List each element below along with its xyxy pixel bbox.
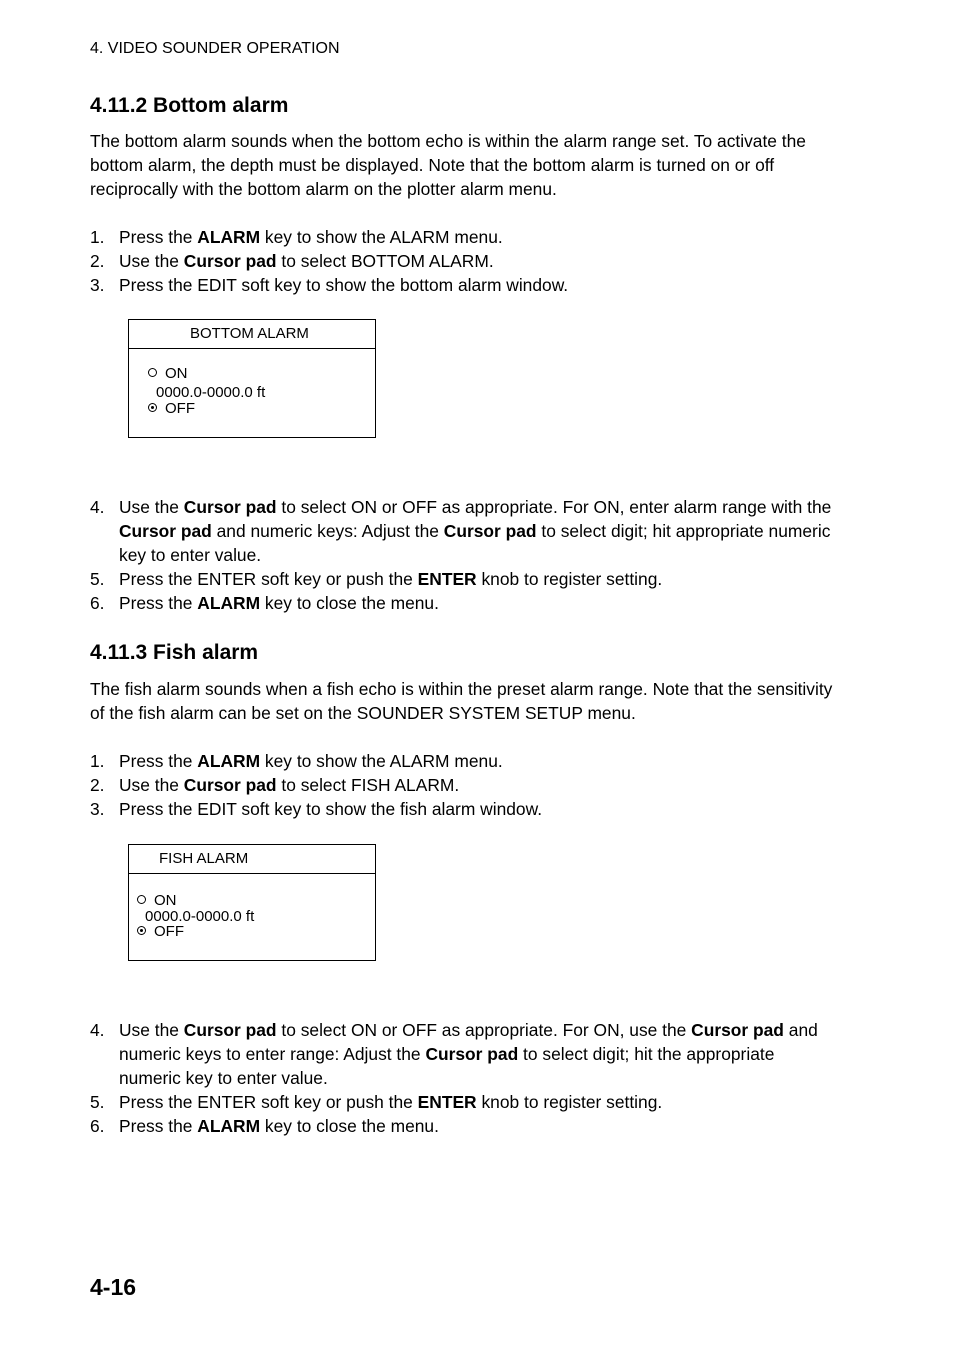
list-item: 6. Press the ALARM key to close the menu. — [90, 1116, 439, 1136]
bottom-alarm-steps-4-6 — [90, 495, 835, 615]
list-item: 1. Press the ALARM key to show the ALARM menu. — [90, 227, 503, 247]
radio-checked-icon — [148, 403, 157, 412]
option-off[interactable]: OFF — [148, 400, 195, 417]
section-heading-fish-alarm: 4.11.3 Fish alarm — [90, 641, 259, 664]
option-on[interactable]: ON — [148, 365, 188, 382]
window-title: FISH ALARM — [129, 845, 375, 874]
fish-alarm-steps-4-6 — [90, 1018, 835, 1138]
window-title: BOTTOM ALARM — [129, 320, 375, 349]
list-item: 5. Press the ENTER soft key or push the ENTER knob to register setting. — [90, 569, 663, 589]
fish-alarm-window — [128, 844, 376, 961]
list-item: 2. Use the Cursor pad to select FISH ALARM. — [90, 775, 460, 795]
option-on[interactable]: ON — [137, 892, 177, 909]
list-item: 3. Press the EDIT soft key to show the bottom alarm window. — [90, 275, 569, 295]
list-item: 3. Press the EDIT soft key to show the fish alarm window. — [90, 799, 543, 819]
section-heading-bottom-alarm: 4.11.2 Bottom alarm — [90, 94, 289, 117]
list-item: 5. Press the ENTER soft key or push the ENTER knob to register setting. — [90, 1092, 663, 1112]
list-item: 4. Use the Cursor pad to select ON or OFF as appropriate. For ON, use the Cursor pad and numeric keys to enter range: Adjust the Cursor pad to select digit; hit the appropriate numeric key to enter value. — [90, 1020, 818, 1088]
bottom-alarm-window — [128, 319, 376, 438]
range-value[interactable]: 0000.0-0000.0 ft — [156, 384, 266, 401]
range-value[interactable]: 0000.0-0000.0 ft — [145, 908, 255, 925]
radio-unchecked-icon — [137, 895, 146, 904]
option-off[interactable]: OFF — [137, 923, 184, 940]
list-item: 1. Press the ALARM key to show the ALARM menu. — [90, 751, 503, 771]
radio-checked-icon — [137, 926, 146, 935]
fish-alarm-steps-1-3 — [90, 749, 835, 821]
page-number: 4-16 — [90, 1274, 137, 1300]
running-header: 4. VIDEO SOUNDER OPERATION — [90, 40, 340, 57]
list-item: 2. Use the Cursor pad to select BOTTOM ALARM. — [90, 251, 494, 271]
list-item: 4. Use the Cursor pad to select ON or OFF as appropriate. For ON, enter alarm range with the Cursor pad and numeric keys: Adjust the Cursor pad to select digit; hit appropriate numeric key to enter value. — [90, 497, 832, 565]
fish-alarm-intro: The fish alarm sounds when a fish echo is within the preset alarm range. Note that the sensitivity of the fish alarm can be set on the SOUNDER SYSTEM SETUP menu. — [90, 679, 833, 723]
list-item: 6. Press the ALARM key to close the menu. — [90, 593, 439, 613]
radio-unchecked-icon — [148, 368, 157, 377]
bottom-alarm-steps-1-3 — [90, 225, 835, 297]
bottom-alarm-intro: The bottom alarm sounds when the bottom echo is within the alarm range set. To activate the bottom alarm, the depth must be displayed. Note that the bottom alarm is turned on or off reciprocally with the bottom alarm on the plotter alarm menu. — [90, 131, 806, 199]
